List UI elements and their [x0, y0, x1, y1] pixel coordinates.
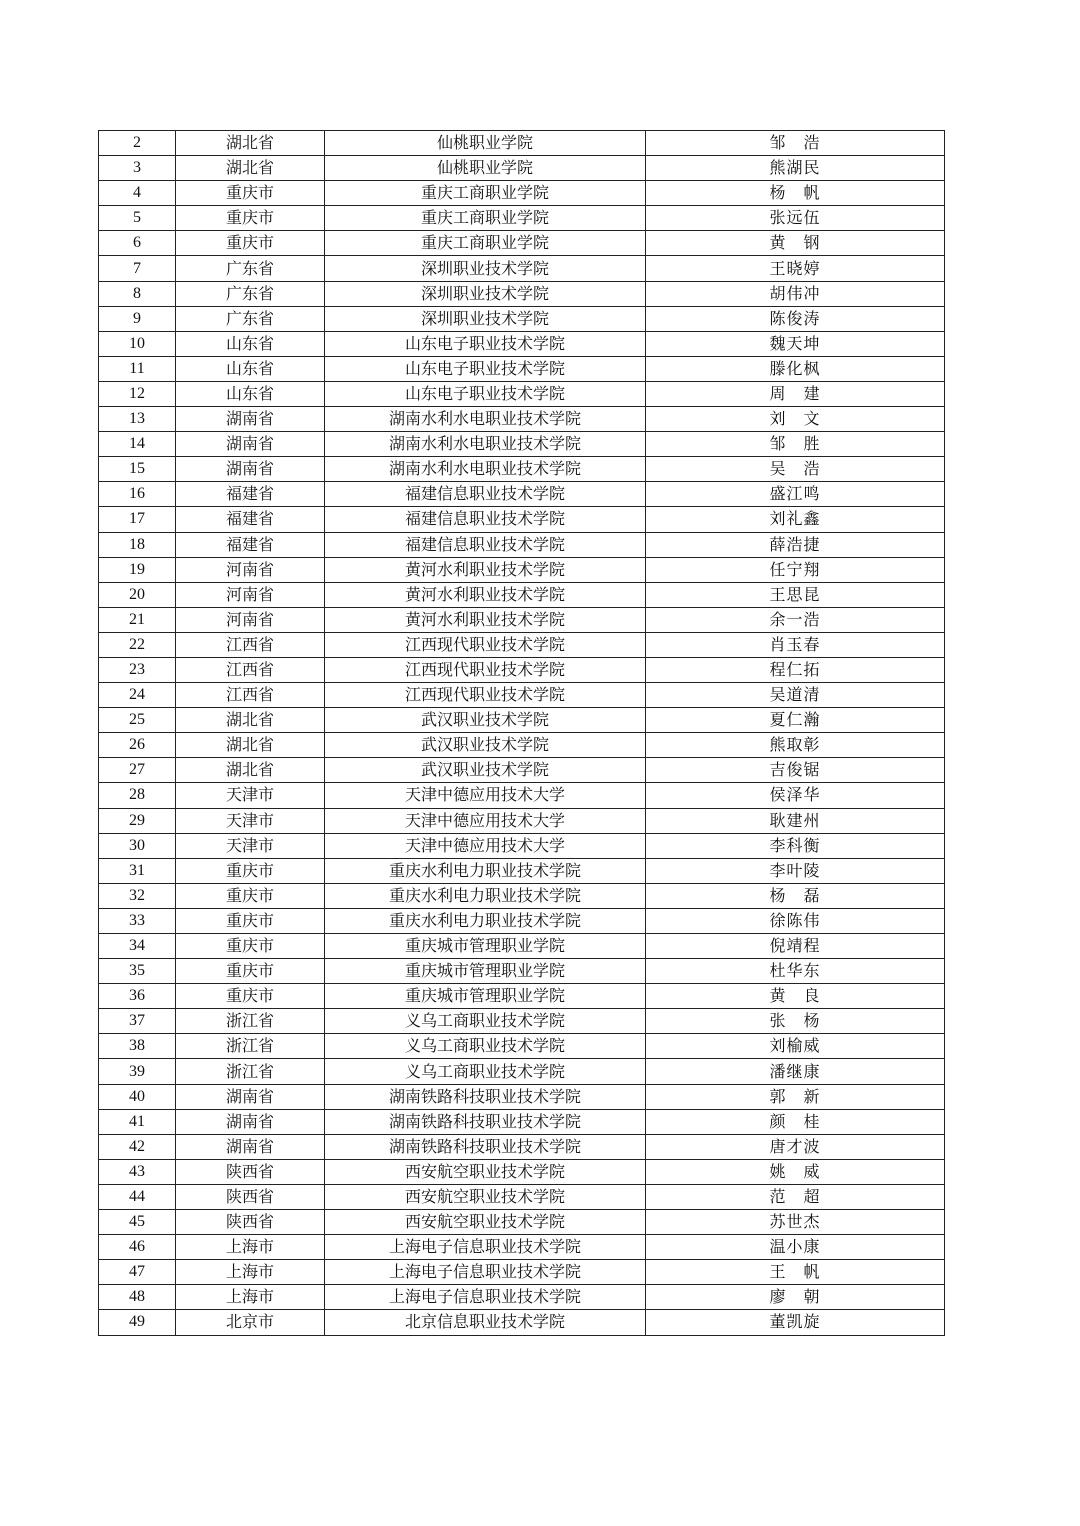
person-name-cell: 吴道清 [646, 683, 945, 708]
school-cell: 西安航空职业技术学院 [325, 1210, 646, 1235]
school-cell: 重庆城市管理职业学院 [325, 959, 646, 984]
province-cell: 广东省 [176, 306, 325, 331]
table-row [99, 607, 945, 632]
school-cell: 江西现代职业技术学院 [325, 657, 646, 682]
table-row [99, 381, 945, 406]
row-number-cell: 40 [99, 1084, 176, 1109]
row-number-cell: 49 [99, 1310, 176, 1335]
province-cell: 山东省 [176, 331, 325, 356]
row-number-cell: 2 [99, 131, 176, 156]
school-cell: 西安航空职业技术学院 [325, 1184, 646, 1209]
row-number-cell: 33 [99, 908, 176, 933]
row-number-cell: 14 [99, 432, 176, 457]
province-cell: 浙江省 [176, 1059, 325, 1084]
table-row [99, 507, 945, 532]
province-cell: 河南省 [176, 582, 325, 607]
province-cell: 重庆市 [176, 206, 325, 231]
row-number-cell: 31 [99, 858, 176, 883]
person-name-cell: 邹 胜 [646, 432, 945, 457]
row-number-cell: 9 [99, 306, 176, 331]
table-row [99, 934, 945, 959]
person-name-cell: 王 帆 [646, 1260, 945, 1285]
person-name-cell: 姚 威 [646, 1159, 945, 1184]
school-cell: 仙桃职业学院 [325, 131, 646, 156]
province-cell: 湖南省 [176, 407, 325, 432]
province-cell: 陕西省 [176, 1184, 325, 1209]
row-number-cell: 11 [99, 356, 176, 381]
row-number-cell: 25 [99, 708, 176, 733]
person-name-cell: 黄 良 [646, 984, 945, 1009]
row-number-cell: 27 [99, 758, 176, 783]
table-row [99, 1285, 945, 1310]
province-cell: 湖北省 [176, 131, 325, 156]
person-name-cell: 任宁翔 [646, 557, 945, 582]
person-name-cell: 肖玉春 [646, 632, 945, 657]
table-row [99, 181, 945, 206]
province-cell: 上海市 [176, 1285, 325, 1310]
person-name-cell: 潘继康 [646, 1059, 945, 1084]
school-cell: 湖南铁路科技职业技术学院 [325, 1084, 646, 1109]
person-name-cell: 熊湖民 [646, 156, 945, 181]
row-number-cell: 43 [99, 1159, 176, 1184]
person-name-cell: 邹 浩 [646, 131, 945, 156]
row-number-cell: 22 [99, 632, 176, 657]
person-name-cell: 廖 朝 [646, 1285, 945, 1310]
school-cell: 重庆工商职业学院 [325, 206, 646, 231]
table-row [99, 683, 945, 708]
province-cell: 山东省 [176, 356, 325, 381]
row-number-cell: 48 [99, 1285, 176, 1310]
province-cell: 江西省 [176, 683, 325, 708]
school-cell: 山东电子职业技术学院 [325, 356, 646, 381]
row-number-cell: 17 [99, 507, 176, 532]
province-cell: 重庆市 [176, 959, 325, 984]
row-number-cell: 3 [99, 156, 176, 181]
table-row [99, 1034, 945, 1059]
person-name-cell: 刘 文 [646, 407, 945, 432]
school-cell: 上海电子信息职业技术学院 [325, 1285, 646, 1310]
school-cell: 黄河水利职业技术学院 [325, 582, 646, 607]
table-row [99, 482, 945, 507]
person-name-cell: 杨 磊 [646, 883, 945, 908]
row-number-cell: 28 [99, 783, 176, 808]
school-cell: 山东电子职业技术学院 [325, 381, 646, 406]
person-name-cell: 侯泽华 [646, 783, 945, 808]
school-cell: 天津中德应用技术大学 [325, 808, 646, 833]
school-cell: 重庆水利电力职业技术学院 [325, 858, 646, 883]
person-name-cell: 胡伟冲 [646, 281, 945, 306]
province-cell: 河南省 [176, 607, 325, 632]
school-cell: 仙桃职业学院 [325, 156, 646, 181]
table-row [99, 131, 945, 156]
school-cell: 福建信息职业技术学院 [325, 532, 646, 557]
table-row [99, 582, 945, 607]
table-row [99, 758, 945, 783]
school-cell: 江西现代职业技术学院 [325, 632, 646, 657]
school-cell: 山东电子职业技术学院 [325, 331, 646, 356]
table-row [99, 306, 945, 331]
province-cell: 上海市 [176, 1235, 325, 1260]
row-number-cell: 44 [99, 1184, 176, 1209]
table-row [99, 532, 945, 557]
row-number-cell: 15 [99, 457, 176, 482]
province-cell: 福建省 [176, 507, 325, 532]
table-row [99, 432, 945, 457]
province-cell: 湖北省 [176, 758, 325, 783]
school-cell: 义乌工商职业技术学院 [325, 1059, 646, 1084]
row-number-cell: 38 [99, 1034, 176, 1059]
row-number-cell: 8 [99, 281, 176, 306]
person-name-cell: 范 超 [646, 1184, 945, 1209]
row-number-cell: 10 [99, 331, 176, 356]
row-number-cell: 36 [99, 984, 176, 1009]
row-number-cell: 35 [99, 959, 176, 984]
province-cell: 北京市 [176, 1310, 325, 1335]
row-number-cell: 26 [99, 733, 176, 758]
school-cell: 福建信息职业技术学院 [325, 482, 646, 507]
row-number-cell: 23 [99, 657, 176, 682]
school-cell: 重庆工商职业学院 [325, 181, 646, 206]
table-row [99, 657, 945, 682]
table-row [99, 356, 945, 381]
school-cell: 湖南水利水电职业技术学院 [325, 432, 646, 457]
province-cell: 陕西省 [176, 1159, 325, 1184]
row-number-cell: 30 [99, 833, 176, 858]
province-cell: 重庆市 [176, 908, 325, 933]
row-number-cell: 29 [99, 808, 176, 833]
person-name-cell: 魏天坤 [646, 331, 945, 356]
school-cell: 深圳职业技术学院 [325, 306, 646, 331]
person-name-cell: 王晓婷 [646, 256, 945, 281]
person-name-cell: 熊取彰 [646, 733, 945, 758]
school-cell: 深圳职业技术学院 [325, 281, 646, 306]
table-row [99, 908, 945, 933]
row-number-cell: 12 [99, 381, 176, 406]
school-cell: 湖南水利水电职业技术学院 [325, 407, 646, 432]
table-row [99, 708, 945, 733]
row-number-cell: 45 [99, 1210, 176, 1235]
row-number-cell: 21 [99, 607, 176, 632]
table-row [99, 632, 945, 657]
row-number-cell: 5 [99, 206, 176, 231]
province-cell: 江西省 [176, 657, 325, 682]
table-row [99, 256, 945, 281]
province-cell: 江西省 [176, 632, 325, 657]
province-cell: 湖北省 [176, 156, 325, 181]
row-number-cell: 39 [99, 1059, 176, 1084]
school-cell: 黄河水利职业技术学院 [325, 607, 646, 632]
row-number-cell: 32 [99, 883, 176, 908]
row-number-cell: 37 [99, 1009, 176, 1034]
school-cell: 湖南水利水电职业技术学院 [325, 457, 646, 482]
province-cell: 湖南省 [176, 1109, 325, 1134]
province-cell: 湖南省 [176, 1134, 325, 1159]
province-cell: 河南省 [176, 557, 325, 582]
table-row [99, 1109, 945, 1134]
province-cell: 天津市 [176, 808, 325, 833]
province-cell: 山东省 [176, 381, 325, 406]
person-name-cell: 郭 新 [646, 1084, 945, 1109]
person-name-cell: 刘榆威 [646, 1034, 945, 1059]
person-name-cell: 董凯旋 [646, 1310, 945, 1335]
person-name-cell: 夏仁瀚 [646, 708, 945, 733]
table-row [99, 883, 945, 908]
province-cell: 重庆市 [176, 181, 325, 206]
person-name-cell: 陈俊涛 [646, 306, 945, 331]
table-row [99, 557, 945, 582]
province-cell: 湖南省 [176, 1084, 325, 1109]
province-cell: 湖南省 [176, 457, 325, 482]
row-number-cell: 16 [99, 482, 176, 507]
person-name-cell: 唐才波 [646, 1134, 945, 1159]
table-row [99, 1159, 945, 1184]
school-cell: 北京信息职业技术学院 [325, 1310, 646, 1335]
school-cell: 西安航空职业技术学院 [325, 1159, 646, 1184]
person-name-cell: 吴 浩 [646, 457, 945, 482]
row-number-cell: 19 [99, 557, 176, 582]
province-cell: 重庆市 [176, 934, 325, 959]
table-row [99, 733, 945, 758]
province-cell: 天津市 [176, 833, 325, 858]
person-name-cell: 薛浩捷 [646, 532, 945, 557]
table-row [99, 156, 945, 181]
roster-table-body [99, 131, 945, 1336]
school-cell: 义乌工商职业技术学院 [325, 1034, 646, 1059]
table-row [99, 407, 945, 432]
table-row [99, 858, 945, 883]
row-number-cell: 41 [99, 1109, 176, 1134]
person-name-cell: 杨 帆 [646, 181, 945, 206]
row-number-cell: 46 [99, 1235, 176, 1260]
table-row [99, 808, 945, 833]
province-cell: 湖南省 [176, 432, 325, 457]
table-row [99, 1310, 945, 1335]
table-row [99, 1260, 945, 1285]
school-cell: 天津中德应用技术大学 [325, 783, 646, 808]
school-cell: 重庆水利电力职业技术学院 [325, 883, 646, 908]
table-row [99, 1009, 945, 1034]
province-cell: 上海市 [176, 1260, 325, 1285]
person-name-cell: 吉俊锯 [646, 758, 945, 783]
row-number-cell: 24 [99, 683, 176, 708]
table-row [99, 281, 945, 306]
school-cell: 重庆水利电力职业技术学院 [325, 908, 646, 933]
school-cell: 福建信息职业技术学院 [325, 507, 646, 532]
province-cell: 重庆市 [176, 883, 325, 908]
person-name-cell: 周 建 [646, 381, 945, 406]
table-row [99, 206, 945, 231]
row-number-cell: 42 [99, 1134, 176, 1159]
school-cell: 上海电子信息职业技术学院 [325, 1235, 646, 1260]
person-name-cell: 苏世杰 [646, 1210, 945, 1235]
person-name-cell: 温小康 [646, 1235, 945, 1260]
province-cell: 重庆市 [176, 984, 325, 1009]
province-cell: 浙江省 [176, 1009, 325, 1034]
province-cell: 湖北省 [176, 708, 325, 733]
table-row [99, 959, 945, 984]
school-cell: 武汉职业技术学院 [325, 758, 646, 783]
province-cell: 陕西省 [176, 1210, 325, 1235]
table-row [99, 1134, 945, 1159]
person-name-cell: 张 杨 [646, 1009, 945, 1034]
province-cell: 重庆市 [176, 858, 325, 883]
table-row [99, 1084, 945, 1109]
province-cell: 天津市 [176, 783, 325, 808]
school-cell: 重庆城市管理职业学院 [325, 934, 646, 959]
table-row [99, 783, 945, 808]
table-row [99, 1235, 945, 1260]
school-cell: 义乌工商职业技术学院 [325, 1009, 646, 1034]
person-name-cell: 杜华东 [646, 959, 945, 984]
person-name-cell: 耿建州 [646, 808, 945, 833]
province-cell: 浙江省 [176, 1034, 325, 1059]
row-number-cell: 20 [99, 582, 176, 607]
row-number-cell: 13 [99, 407, 176, 432]
table-row [99, 457, 945, 482]
province-cell: 福建省 [176, 482, 325, 507]
school-cell: 武汉职业技术学院 [325, 708, 646, 733]
school-cell: 重庆城市管理职业学院 [325, 984, 646, 1009]
table-row [99, 984, 945, 1009]
province-cell: 重庆市 [176, 231, 325, 256]
school-cell: 重庆工商职业学院 [325, 231, 646, 256]
school-cell: 湖南铁路科技职业技术学院 [325, 1134, 646, 1159]
table-row [99, 231, 945, 256]
person-name-cell: 余一浩 [646, 607, 945, 632]
row-number-cell: 4 [99, 181, 176, 206]
school-cell: 武汉职业技术学院 [325, 733, 646, 758]
row-number-cell: 7 [99, 256, 176, 281]
person-name-cell: 程仁拓 [646, 657, 945, 682]
person-name-cell: 徐陈伟 [646, 908, 945, 933]
person-name-cell: 滕化枫 [646, 356, 945, 381]
province-cell: 福建省 [176, 532, 325, 557]
province-cell: 湖北省 [176, 733, 325, 758]
province-cell: 广东省 [176, 281, 325, 306]
row-number-cell: 34 [99, 934, 176, 959]
school-cell: 上海电子信息职业技术学院 [325, 1260, 646, 1285]
row-number-cell: 6 [99, 231, 176, 256]
table-row [99, 331, 945, 356]
school-cell: 天津中德应用技术大学 [325, 833, 646, 858]
table-row [99, 1210, 945, 1235]
person-name-cell: 黄 钢 [646, 231, 945, 256]
province-cell: 广东省 [176, 256, 325, 281]
person-name-cell: 张远伍 [646, 206, 945, 231]
table-row [99, 833, 945, 858]
table-row [99, 1059, 945, 1084]
person-name-cell: 倪靖程 [646, 934, 945, 959]
person-name-cell: 刘礼鑫 [646, 507, 945, 532]
person-name-cell: 王思昆 [646, 582, 945, 607]
person-name-cell: 李科衡 [646, 833, 945, 858]
table-row [99, 1184, 945, 1209]
school-cell: 深圳职业技术学院 [325, 256, 646, 281]
row-number-cell: 47 [99, 1260, 176, 1285]
school-cell: 黄河水利职业技术学院 [325, 557, 646, 582]
school-cell: 江西现代职业技术学院 [325, 683, 646, 708]
person-name-cell: 李叶陵 [646, 858, 945, 883]
person-name-cell: 颜 桂 [646, 1109, 945, 1134]
row-number-cell: 18 [99, 532, 176, 557]
roster-table [98, 130, 945, 1336]
person-name-cell: 盛江鸣 [646, 482, 945, 507]
school-cell: 湖南铁路科技职业技术学院 [325, 1109, 646, 1134]
